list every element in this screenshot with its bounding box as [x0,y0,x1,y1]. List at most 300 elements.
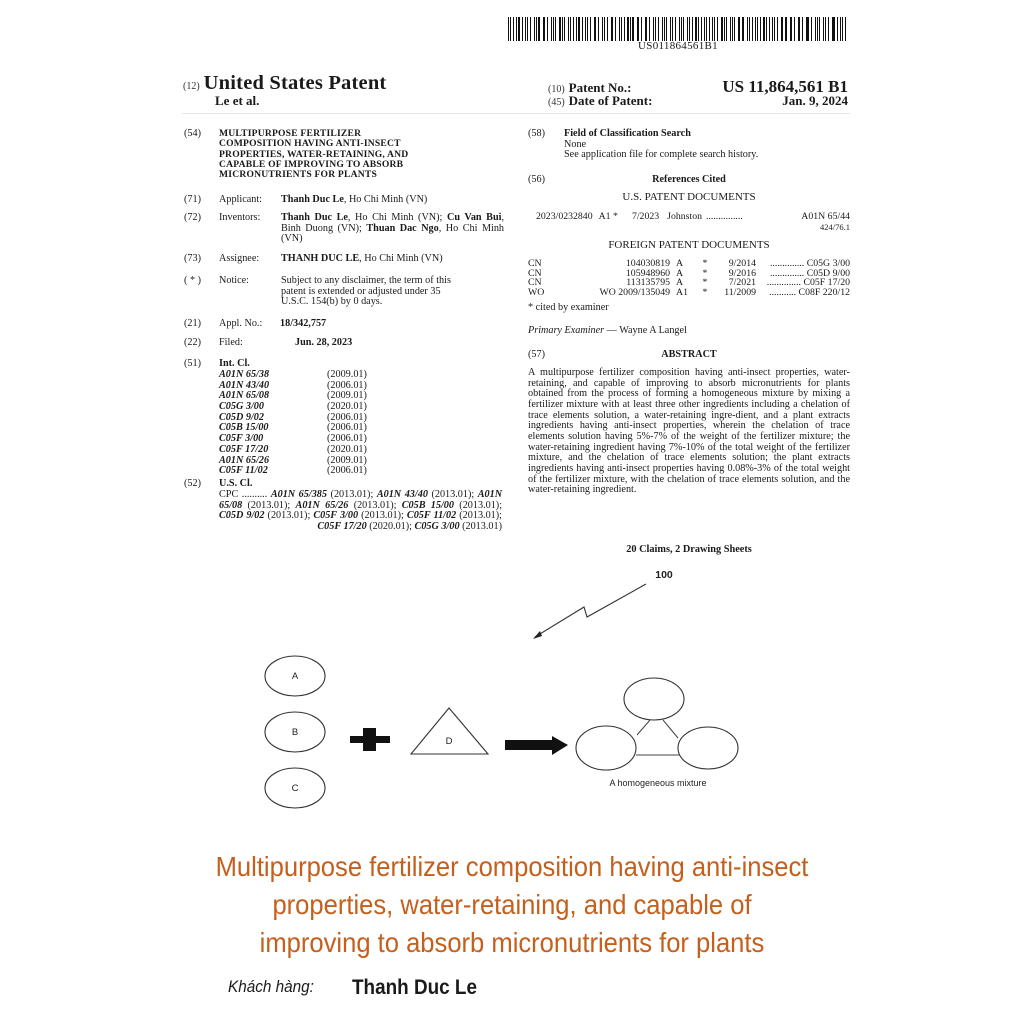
additive-label: D [445,736,453,747]
barcode-bar [551,17,552,41]
foreign-doc-class-cell [756,288,850,298]
foreign-doc-number: 113135795 [626,277,670,289]
int-cl-version: (2009.01) [327,369,367,380]
barcode-bar [666,17,667,41]
cpc-prefix: CPC .......... [219,489,268,500]
us-doc-class: A01N 65/44 [801,211,850,222]
barcode-bar [774,17,775,41]
field-label: Assignee: [219,253,260,264]
barcode-bar [598,17,599,41]
applicant-value [281,195,504,206]
cpc-version: (2013.01) [462,521,502,533]
barcode-bar [513,17,514,41]
int-cl-class: A01N 65/08 [219,390,270,402]
barcode-bar [807,17,808,41]
invention-title [219,129,499,180]
foreign-doc-kind: A1 [676,286,688,298]
barcode-bar [698,17,699,41]
inventor-name: Thanh Duc Le [281,212,348,223]
plus-icon [350,728,390,751]
cpc-version: (2013.01); [330,489,374,500]
foreign-doc-country: CN [528,277,542,289]
barcode-bar [695,17,697,41]
barcode-bar [543,17,544,41]
field-search-none: None [564,138,587,150]
cpc-class: C05G 3/00 [414,521,460,533]
barcode-bar [658,17,659,41]
barcode-bar [632,17,633,41]
field-code: (72) [184,212,201,223]
barcode-bar [664,17,665,41]
field-code: (52) [184,478,201,489]
cpc-class: C05B 15/00 [401,499,454,511]
abstract-heading: ABSTRACT [661,349,717,360]
field-code: (57) [528,349,545,360]
foreign-doc-date: 9/2016 [728,267,756,279]
barcode-bar [791,17,792,41]
field-label: Filed: [219,337,243,348]
additive-d-triangle-icon [411,708,488,754]
barcode-bar [679,17,680,41]
inventor-location: , Ho Chi Minh (VN); [347,212,443,223]
invention-title-field [184,129,504,184]
us-patent-documents-heading: U.S. PATENT DOCUMENTS [622,191,756,203]
barcode-bar [726,17,727,41]
barcode-bar [704,17,705,41]
field-search-history: See application file for complete search history. [564,149,759,161]
notice-line: U.S.C. 154(b) by 0 days. [281,296,383,308]
barcode-bar [734,17,735,41]
barcode-bar [619,17,620,41]
barcode-bar [714,17,715,41]
us-doc-inventor: Johnston [667,211,702,222]
barcode-bar [739,17,740,41]
barcode-bar [611,17,612,41]
ingredient-c-circle-icon [265,768,325,808]
barcode-bar [604,17,605,41]
barcode-bar [573,17,574,41]
primary-examiner [528,326,850,337]
foreign-patent-documents-heading: FOREIGN PATENT DOCUMENTS [608,239,770,251]
field-label: U.S. Cl. [219,478,253,489]
document-title: United States Patent [203,72,387,94]
barcode-bar [510,17,511,41]
references-cited-heading: References Cited [652,174,726,185]
int-cl-version: (2006.01) [327,379,367,391]
barcode-number: US011864561B1 [638,40,718,52]
int-cl-version: (2006.01) [327,422,367,434]
barcode-bar [730,17,731,41]
barcode-bar [637,17,638,41]
patent-number-label: Patent No.: [568,80,632,95]
barcode-bar [782,17,783,41]
caption-line: improving to absorb micronutrients for plants [259,927,765,958]
client-name: Thanh Duc Le [352,976,477,999]
barcode-bar [655,17,656,41]
barcode-bar [833,17,835,41]
barcode-bar [687,17,688,41]
barcode-bar [570,17,571,41]
foreign-doc-class: C08F 220/12 [798,286,850,298]
barcode-bar [732,17,733,41]
inventor-location: , Ho Chi Minh (VN) [281,222,505,245]
foreign-doc-class: C05D 9/00 [806,267,850,279]
us-cl-field [184,479,504,559]
references-cited-heading-row [528,175,850,187]
barcode-bar [845,17,846,41]
assignee-field [184,254,504,266]
field-code: (22) [184,337,201,348]
caption-line: Multipurpose fertilizer composition having anti-insect [215,851,809,882]
foreign-doc-number: 104030819 [625,258,670,269]
barcode-bar [576,17,577,41]
int-cl-version: (2009.01) [327,454,367,466]
barcode-bar [785,17,787,41]
barcode-bar [516,17,517,41]
notice-text [281,276,504,308]
barcode-bar [706,17,707,41]
barcode-bar [615,17,616,41]
barcode-bar [624,17,625,41]
barcode-bar [538,17,540,41]
applicant-field [184,195,504,207]
examiner-label: Primary Examiner [528,325,605,336]
patent-number-code: (10) [548,84,565,95]
field-code: (51) [184,358,201,369]
assignee-value [281,254,504,265]
cpc-version: (2013.01); [353,499,397,511]
cpc-class: C05D 9/02 [219,510,265,522]
int-cl-class: C05D 9/02 [219,411,264,423]
foreign-doc-date: 11/2009 [724,286,756,298]
field-code: (56) [528,174,545,185]
int-cl-version: (2009.01) [327,390,367,402]
barcode-bar [564,17,565,41]
field-label: Inventors: [219,212,261,223]
barcode-bar [645,17,646,41]
barcode-bar [672,17,674,41]
barcode-bar [763,17,765,41]
barcode-bar [630,17,631,41]
int-cl-version: (2006.01) [327,465,367,477]
barcode-bar [781,17,782,41]
barcode-bar [798,17,799,41]
claims-summary: 20 Claims, 2 Drawing Sheets [626,544,752,555]
inventors-field [184,213,504,247]
barcode-bar [738,17,739,41]
foreign-doc-star: * [702,277,708,289]
barcode-bar [724,17,725,41]
barcode-bar [811,17,813,41]
arrow-right-icon [505,736,568,755]
barcode-bar [547,17,548,41]
barcode-bar [766,17,767,41]
int-cl-class: C05F 11/02 [219,465,268,477]
int-cl-row [219,466,419,477]
title-line: PROPERTIES, WATER-RETAINING, AND [219,148,409,160]
cited-by-examiner-note: * cited by examiner [528,302,609,313]
foreign-doc-number: 105948960 [625,267,670,279]
date-of-patent-code: (45) [548,97,565,108]
barcode-bar [823,17,824,41]
foreign-doc-star: * [702,286,708,298]
foreign-doc-star: * [702,267,708,279]
int-cl-version: (2006.01) [327,411,367,423]
field-code: (73) [184,253,201,264]
barcode-bar [802,17,803,41]
barcode-bar [670,17,671,41]
inventor-name: Thuan Dac Ngo [366,222,439,234]
us-doc-date: 7/2023 [631,211,660,222]
patent-number-row [548,77,848,96]
foreign-doc-date: 7/2021 [728,277,756,289]
application-number-field [184,319,504,331]
cpc-version: (2013.01); [459,499,503,511]
int-cl-class: C05F 17/20 [219,443,269,455]
int-cl-field [184,359,504,479]
cpc-version: (2013.01); [431,489,475,500]
barcode-bar [582,17,583,41]
us-patent-document-row [528,212,850,234]
us-doc-number: 2023/0232840 [536,211,593,222]
field-search-label: Field of Classification Search [564,128,691,139]
barcode-bar [721,17,723,41]
ingredient-a-circle-icon [265,656,325,696]
barcode-bar [755,17,756,41]
homogeneous-mixture-icon [576,678,738,770]
barcode-bar [595,17,596,41]
patent-header-left [183,72,386,95]
barcode-bar [587,17,588,41]
field-code: (54) [184,128,201,139]
barcode-bar [701,17,702,41]
us-doc-kind: A1 * [598,211,618,222]
notice-line: Subject to any disclaimer, the term of this [281,275,451,286]
patent-header-right [548,77,848,109]
title-line: MULTIPURPOSE FERTILIZER [219,128,362,139]
int-cl-class: A01N 43/40 [219,379,270,391]
barcode [508,17,848,41]
abstract-text: A multipurpose fertilizer composition having anti-insect properties, water-retaining, and capable of improving to absorb micronutrients for plants obtained from the process of forming a homogeneous mixture by mixing a fertilizer mixture with at least three other ingredients including a chelation of trace elements solution, a water-retaining ingre-dient, and a plant extracts ingredients having anti-insect properties, wherein the chelation of trace elements solution having 5%-7% of the weight of the fertilizer mixture; the water-retaining ingredient having 7%-10% of the total weight of the fertilizer mixture, and the chelation of trace elements solution; the plant extracts ingredients having anti-insect properties having 0.08%-3% of the total weight of the fertilizer mixture, with the chelation of trace elements solution, and the water-retaining ingredient. [528,367,850,496]
barcode-bar [568,17,569,41]
notice-line: patent is extended or adjusted under 35 [281,285,441,297]
inventor-location: , Binh Duong (VN); [281,212,505,234]
examiner-name: Wayne A Langel [619,325,687,336]
foreign-doc-kind: A [676,267,684,279]
ingredient-label: C [291,783,299,794]
mixture-label: A homogeneous mixture [609,778,707,788]
int-cl-class: A01N 65/38 [219,369,270,380]
barcode-bar [602,17,604,41]
int-cl-row [219,445,419,456]
barcode-bar [594,17,595,41]
barcode-bar [692,17,693,41]
cpc-class: A01N 43/40 [376,489,428,500]
foreign-doc-kind: A [676,277,684,289]
barcode-bar [653,17,654,41]
date-of-patent-row [548,93,848,109]
barcode-bar [832,17,833,41]
barcode-bar [757,17,758,41]
foreign-doc-country: WO [528,286,545,298]
ingredient-label: A [291,671,299,682]
barcode-bar [544,17,545,41]
barcode-bar [709,17,710,41]
applicant-name: Thanh Duc Le [281,194,344,205]
assignee-name: THANH DUC LE [281,253,360,264]
title-line: MICRONUTRIENTS FOR PLANTS [219,169,377,181]
barcode-bar [553,17,554,41]
barcode-bar [534,17,535,41]
foreign-patent-documents-list [528,259,850,297]
int-cl-class: C05F 3/00 [219,433,264,445]
barcode-bar [559,17,561,41]
barcode-bar [819,17,820,41]
field-of-search [528,129,850,164]
cpc-version: (2013.01); [361,510,404,522]
barcode-bar [522,17,523,41]
barcode-bar [627,17,629,41]
foreign-doc-date: 9/2014 [728,258,756,269]
cpc-version: (2013.01); [247,499,291,511]
cpc-class: C05F 11/02 [406,510,457,522]
barcode-bar [806,17,807,41]
caption-title [175,848,848,962]
barcode-bar [607,17,608,41]
barcode-bar [641,17,642,41]
foreign-doc-row [528,288,850,298]
barcode-bar [530,17,531,41]
int-cl-class: A01N 65/26 [219,454,270,466]
patent-drawing [250,560,800,830]
cpc-class: A01N 65/26 [295,499,349,511]
barcode-bar [578,17,580,41]
barcode-bar [815,17,816,41]
barcode-bar [683,17,684,41]
patent-number-value: US 11,864,561 B1 [722,77,848,96]
foreign-doc-class: C05F 17/20 [803,277,850,289]
field-label: Appl. No.: [219,318,263,329]
reference-numeral: 100 [655,569,673,581]
cpc-class: A01N 65/385 [270,489,327,500]
date-of-patent-value: Jan. 9, 2024 [782,93,848,108]
barcode-bar [518,17,520,41]
barcode-bar [760,17,761,41]
barcode-bar [621,17,622,41]
examiner-separator: — [604,325,620,336]
inventors-value [281,213,504,245]
foreign-doc-country: CN [528,258,542,269]
barcode-bar [585,17,586,41]
foreign-doc-dots: .............. [769,267,805,279]
int-cl-version: (2006.01) [327,433,367,445]
document-subtitle: Le et al. [215,93,260,108]
int-cl-version: (2020.01) [327,401,367,413]
foreign-doc-number: WO 2009/135049 [599,286,670,298]
barcode-bar [742,17,744,41]
barcode-bar [646,17,647,41]
field-label: Notice: [219,275,249,286]
barcode-bar [536,17,537,41]
filed-date-value: Jun. 28, 2023 [295,337,353,348]
foreign-doc-dots: ........... [769,286,797,298]
foreign-doc-dots: .............. [766,277,801,289]
barcode-bar [769,17,770,41]
header-divider [182,113,850,114]
application-number-value: 18/342,757 [280,318,327,329]
barcode-bar [790,17,791,41]
barcode-bar [799,17,800,41]
foreign-doc-kind: A [676,258,684,269]
caption-line: properties, water-retaining, and capable of [272,889,752,920]
barcode-bar [837,17,838,41]
barcode-bar [638,17,639,41]
us-doc-class-secondary: 424/76.1 [820,222,850,232]
cpc-version: (2013.01); [267,510,311,522]
field-label: Int. Cl. [219,358,250,369]
barcode-bar [562,17,563,41]
applicant-location: , Ho Chi Minh (VN) [343,194,428,205]
header-code: (12) [183,81,200,92]
field-code: (21) [184,318,201,329]
cpc-classifications [219,490,502,533]
cpc-version: (2013.01); [459,510,502,522]
barcode-bar [662,17,663,41]
cpc-class: A01N 65/08 [219,489,503,511]
barcode-bar [717,17,718,41]
barcode-bar [817,17,818,41]
barcode-bar [749,17,750,41]
ingredient-label: B [291,727,299,738]
barcode-bar [649,17,651,41]
title-line: COMPOSITION HAVING ANTI-INSECT [219,138,401,150]
int-cl-list [219,370,419,477]
foreign-doc-class: C05G 3/00 [806,258,850,269]
field-code: ( * ) [184,275,201,286]
barcode-bar [772,17,773,41]
barcode-bar [689,17,690,41]
field-code: (58) [528,128,545,139]
foreign-doc-dots: .............. [769,258,805,269]
barcode-bar [777,17,778,41]
barcode-bar [527,17,528,41]
foreign-doc-star: * [702,258,708,269]
int-cl-class: C05G 3/00 [219,401,264,413]
inventor-name: Cu Van Bui [446,212,502,223]
field-code: (71) [184,194,201,205]
barcode-bar [525,17,526,41]
ingredient-b-circle-icon [265,712,325,752]
assignee-location: , Ho Chi Minh (VN) [359,253,443,264]
barcode-bar [747,17,748,41]
barcode-bar [681,17,682,41]
int-cl-class: C05B 15/00 [219,422,269,434]
barcode-bar [508,17,509,41]
barcode-bar [840,17,841,41]
us-doc-dots: ............... [706,211,743,222]
barcode-bar [828,17,829,41]
reference-lead-line-icon [533,584,646,639]
cpc-class: C05F 17/20 [317,521,367,533]
foreign-doc-country: CN [528,267,542,279]
barcode-bar [794,17,795,41]
barcode-bar [675,17,676,41]
abstract-heading-row [528,350,850,362]
int-cl-version: (2020.01) [327,443,367,455]
notice-field [184,276,504,310]
barcode-bar [842,17,843,41]
barcode-bar [752,17,753,41]
